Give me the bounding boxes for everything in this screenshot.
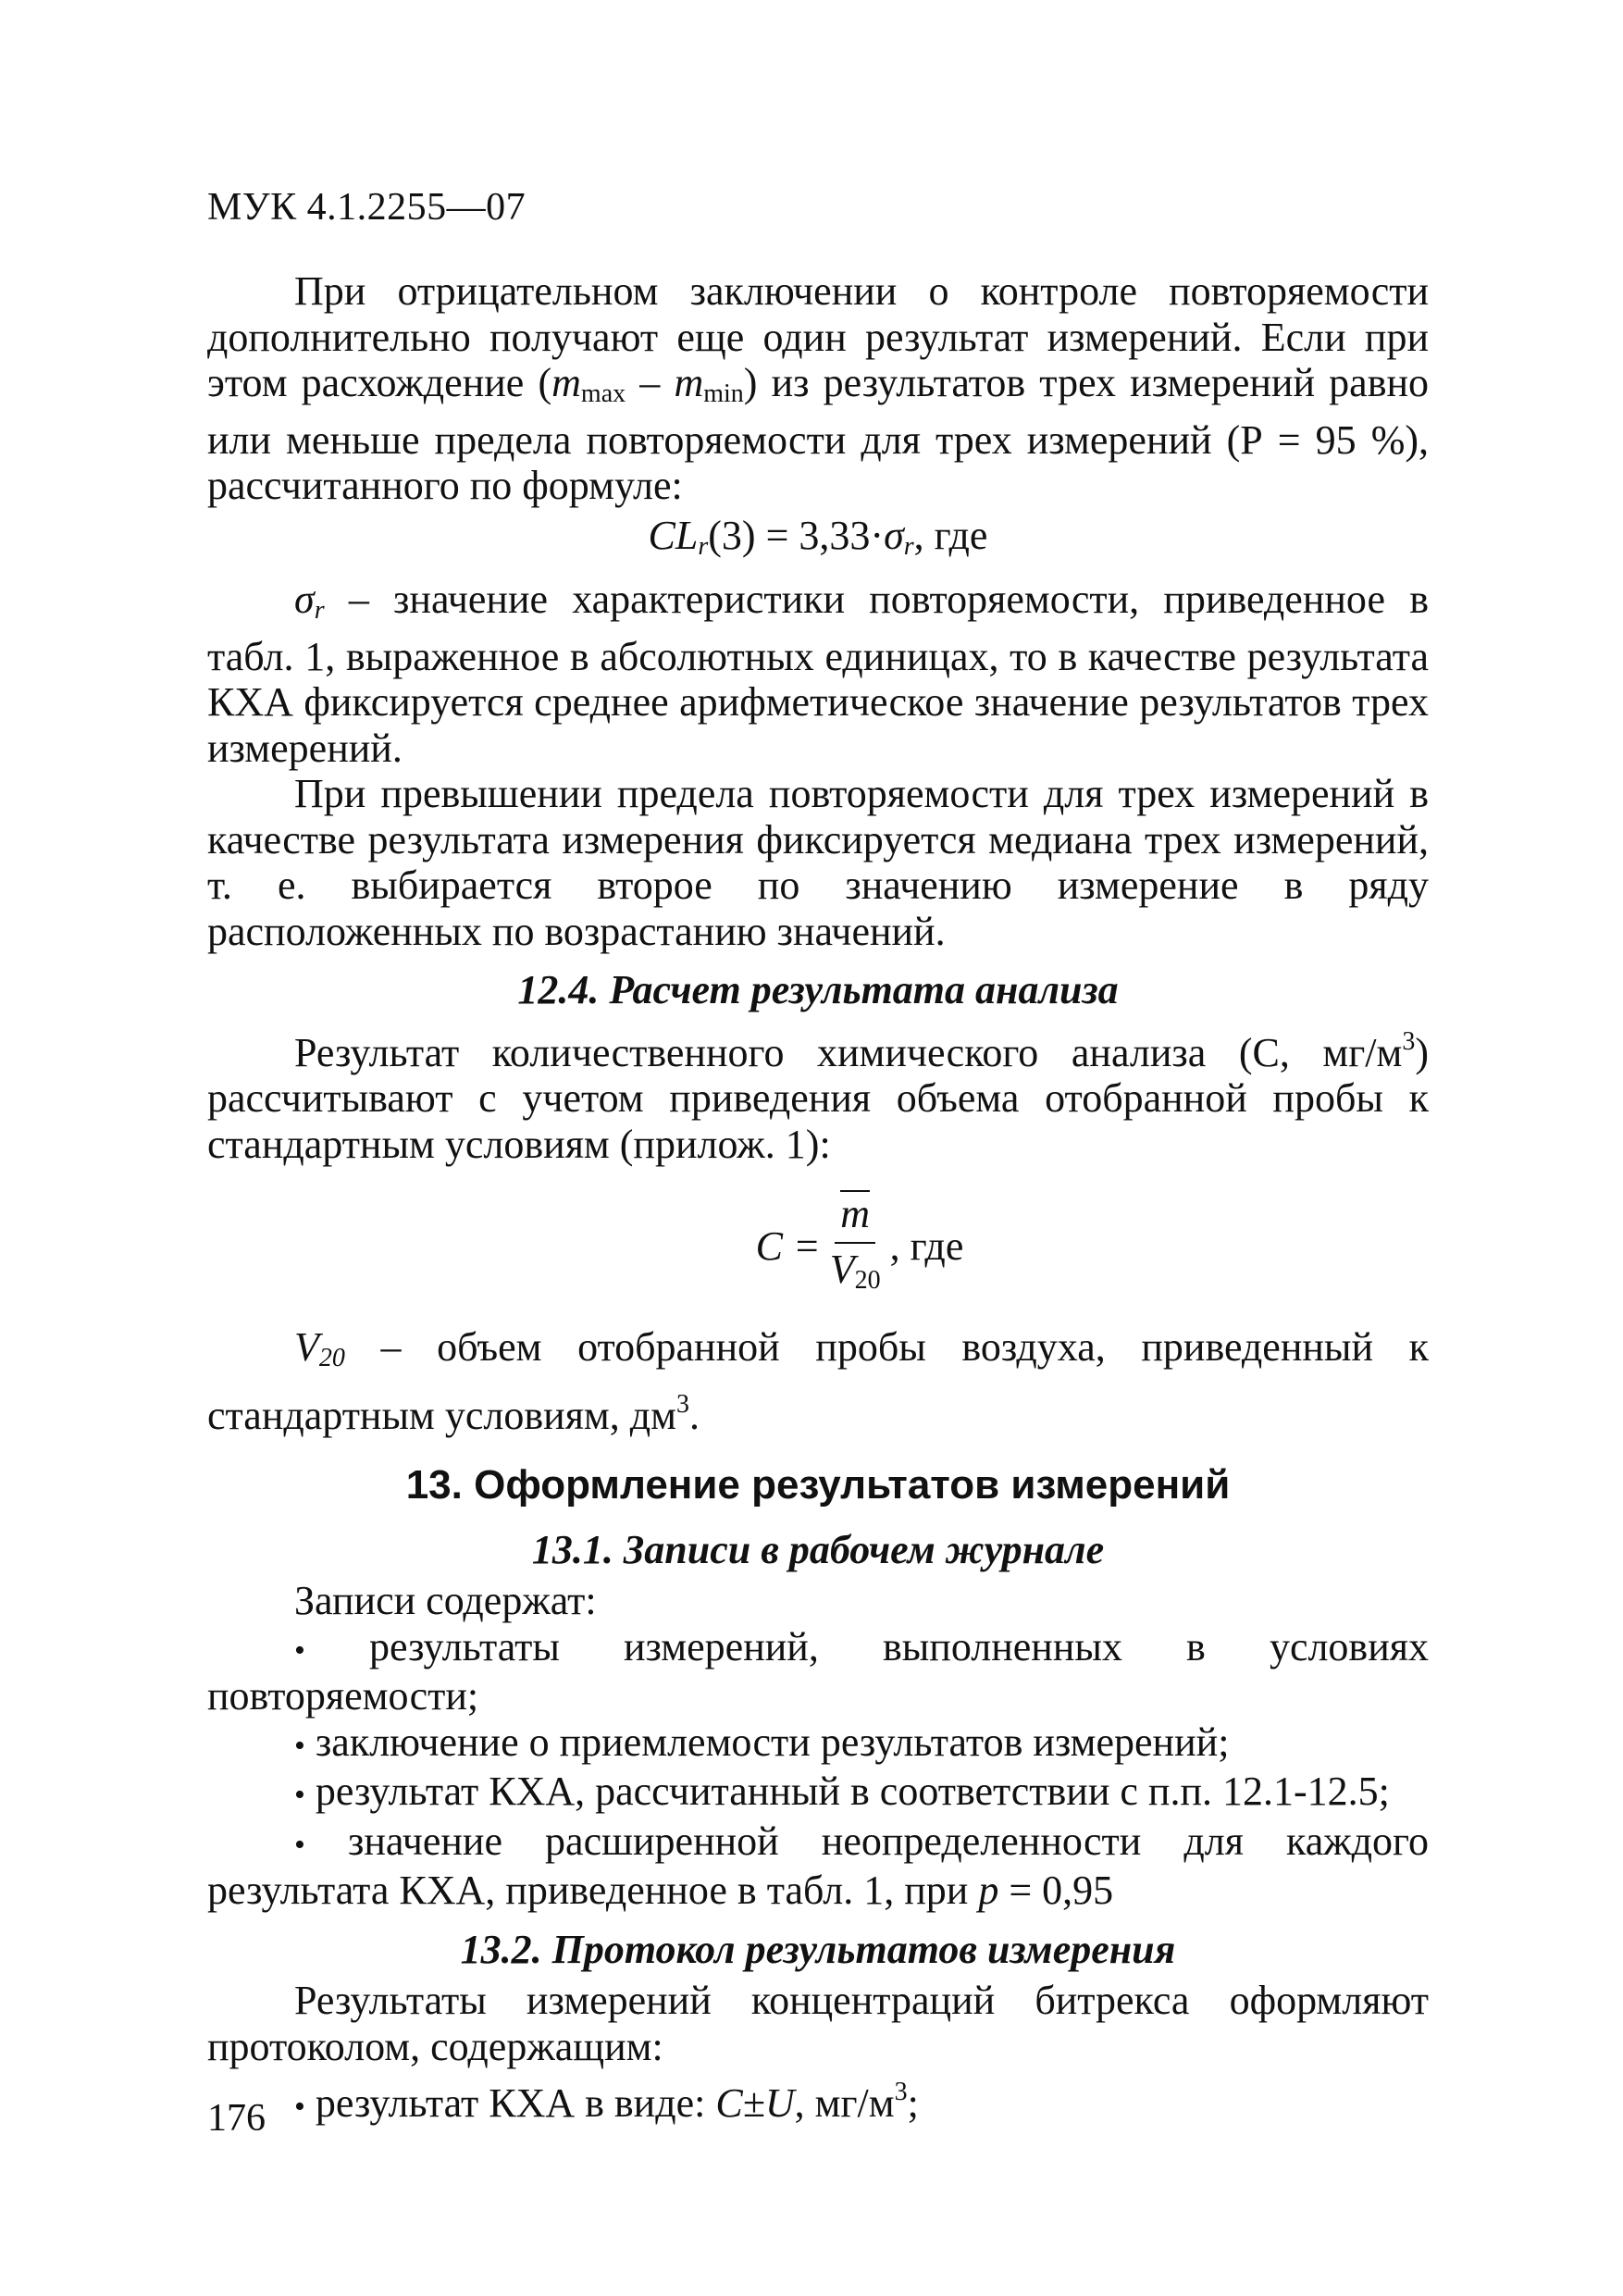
formula-tail: , где [889,1223,964,1270]
document-code-header: МУК 4.1.2255—07 [207,186,527,229]
page-body [207,268,1429,2130]
list-item: • значение расширенной неопределенности для каждого результата КХА, приведенное в табл. 1, при p = 0,95 [207,1818,1429,1913]
paragraph-protocol: Результаты измерений концентраций битрекса оформляют протоколом, содержащим: [207,1978,1429,2069]
bullet-icon: • [294,2090,305,2124]
section-heading-13: 13. Оформление результатов измерений [405,1462,1231,1508]
paragraph-repeatability-negative: При отрицательном заключении о контроле повторяемости дополнительно получают еще один результат измерений. Если при этом расхождение $(m_{max} - m_{min})$ из результатов трех измерений равно или меньше предела повторяемости для трех измерений (Р = 95 %), рассчитанного по формуле: [207,268,1430,508]
mean-bar-icon [840,1190,870,1192]
records-intro: Записи содержат: [294,1578,597,1623]
bullet-icon: • [294,1632,305,1668]
paragraph-result-calculation: Результат количественного химического анализа (С, $мг/м^3$) рассчитывают с учетом приведения объема отобранной пробы к стандартным условиям (прилож. 1): [207,1026,1429,1167]
paragraph-sigma-definition: $\sigma_r$ – значение характеристики повторяемости, приведенное в табл. 1, выраженное в абсолютных единицах, то в качестве результата КХА фиксируется среднее арифметическое значение результатов трех измерений. [207,577,1429,771]
formula-repeatability-limit: $CL_r(3) = 3,33\cdot\sigma_r$, где [648,512,988,561]
formula-lhs: C = [755,1223,821,1270]
fraction-denominator: $V_{20}$ [829,1247,881,1295]
formula-concentration [291,1182,1429,1311]
fraction [830,1186,881,1307]
section-heading-13-1: 13.1. Записи в рабочем журнале [531,1526,1105,1572]
fraction-numerator: m [835,1186,875,1244]
list-item: • результат КХА, рассчитанный в соответствии с п.п. 12.1-12.5; [294,1769,1390,1814]
paragraph-v20-definition: $V_{20}$ – объем отобранной пробы воздуха, приведенный к стандартным условиям, $дм^3$. [207,1324,1429,1438]
list-item: • результаты измерений, выполненных в условиях повторяемости; [207,1623,1429,1719]
page-number: 176 [207,2097,266,2140]
section-heading-12-4: 12.4. Расчет результата анализа [517,967,1119,1012]
list-item: • результат КХА в виде: C±U, $мг/м^3$; [294,2078,919,2126]
section-heading-13-2: 13.2. Протокол результатов измерения [460,1926,1176,1972]
bullet-icon: • [294,1827,305,1862]
bullet-icon: • [294,1728,305,1763]
list-item: • заключение о приемлемости результатов измерений; [294,1719,1230,1765]
paragraph-median: При превышении предела повторяемости для трех измерений в качестве результата измерения фиксируется медиана трех измерений, т. е. выбирается второе по значению измерение в ряду расположенных по возрастанию значений. [207,771,1429,954]
bullet-icon: • [294,1778,305,1812]
